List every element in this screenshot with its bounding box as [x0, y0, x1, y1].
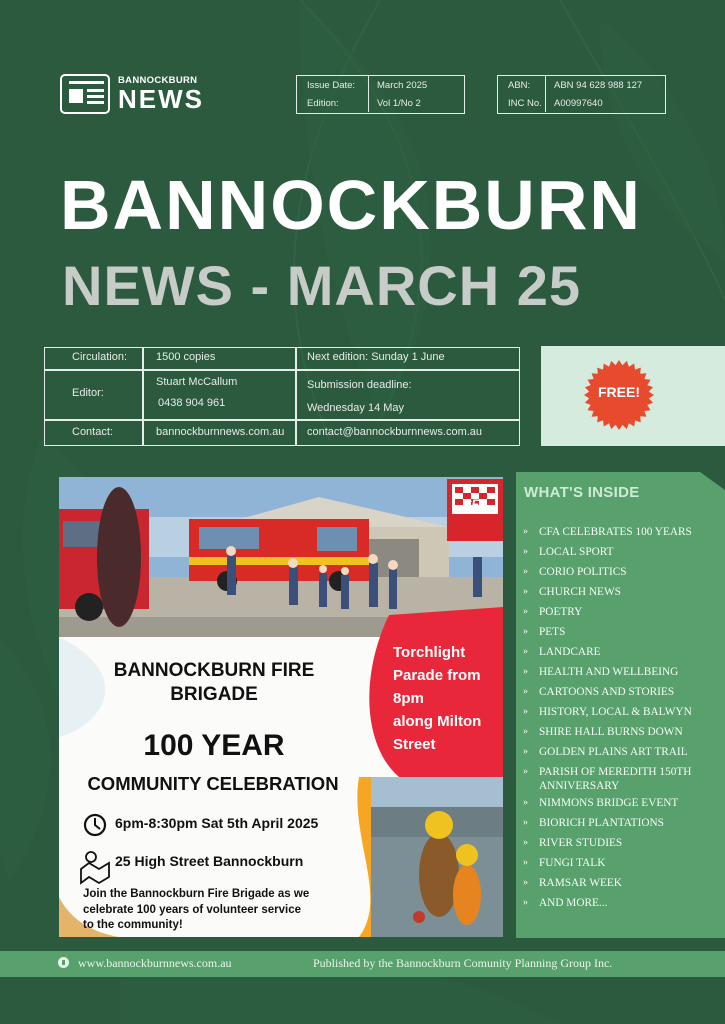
bullet-icon: »: [523, 857, 528, 868]
editor-name: Stuart McCallum: [156, 376, 238, 388]
bullet-icon: »: [523, 897, 528, 908]
free-badge-text: FREE!: [598, 384, 640, 400]
poster-heading: [59, 659, 369, 707]
contact-email[interactable]: contact@bannockburnnews.com.au: [307, 426, 483, 438]
whats-inside-item-label: SHIRE HALL BURNS DOWN: [539, 726, 683, 738]
abn-box: [497, 75, 666, 114]
poster-parade-line4: along Milton: [393, 713, 482, 730]
poster-time: 6pm-8:30pm Sat 5th April 2025: [115, 815, 319, 831]
footer-publisher: Published by the Bannockburn Comunity Planning Group Inc.: [313, 956, 613, 970]
whats-inside-item-label: BIORICH PLANTATIONS: [539, 817, 664, 829]
bullet-icon: »: [523, 626, 528, 637]
whats-inside-item-label: POETRY: [539, 606, 583, 618]
whats-inside-item-label: NIMMONS BRIDGE EVENT: [539, 797, 679, 809]
whats-inside-list: [523, 522, 721, 913]
bullet-icon: »: [523, 646, 528, 657]
whats-inside-item: [523, 622, 721, 642]
whats-inside-item-label: CHURCH NEWS: [539, 586, 621, 598]
whats-inside-item: [523, 542, 721, 562]
footer-website[interactable]: www.bannockburnnews.com.au: [78, 956, 232, 970]
abn-value: ABN 94 628 988 127: [554, 79, 643, 91]
bullet-icon: »: [523, 726, 528, 737]
whats-inside-item-label: PETS: [539, 626, 566, 638]
poster-parade-line2: Parade from: [393, 667, 481, 684]
circulation-value: 1500 copies: [156, 351, 216, 363]
whats-inside-item: [523, 893, 721, 913]
whats-inside-item: [523, 642, 721, 662]
poster-parade-line1: Torchlight: [393, 644, 466, 661]
bullet-icon: »: [523, 766, 528, 777]
poster-big-line: 100 YEAR: [143, 729, 285, 762]
whats-inside-item: [523, 702, 721, 722]
whats-inside-item-label: HISTORY, LOCAL & BALWYN: [539, 706, 692, 718]
poster-blurb-line2: celebrate 100 years of volunteer service: [83, 903, 301, 916]
info-table: [44, 347, 520, 446]
whats-inside-item-label: LOCAL SPORT: [539, 546, 614, 558]
whats-inside-item: [523, 522, 721, 542]
logo-small-text: BANNOCKBURN: [118, 75, 198, 87]
whats-inside-item-label: AND MORE...: [539, 897, 608, 909]
newspaper-icon: [60, 74, 110, 114]
news-logo: [60, 72, 210, 116]
next-edition: Next edition: Sunday 1 June: [307, 351, 445, 363]
issue-date-label: Issue Date:: [297, 76, 369, 94]
whats-inside-item: [523, 833, 721, 853]
deadline-value: Wednesday 14 May: [307, 402, 405, 414]
bullet-icon: »: [523, 526, 528, 537]
panel-corner: [700, 472, 725, 490]
bullet-icon: »: [523, 586, 528, 597]
bullet-icon: »: [523, 797, 528, 808]
abn-label: ABN:: [498, 76, 546, 94]
page-title: BANNOCKBURN: [60, 166, 642, 244]
edition-label: Edition:: [297, 94, 369, 112]
whats-inside-item-label: RAMSAR WEEK: [539, 877, 622, 889]
whats-inside-item-label: RIVER STUDIES: [539, 837, 623, 849]
bullet-icon: »: [523, 546, 528, 557]
circulation-label: Circulation:: [72, 351, 128, 363]
bullet-icon: »: [523, 837, 528, 848]
whats-inside-item-label: LANDCARE: [539, 646, 601, 658]
whats-inside-item-label: PARISH OF MEREDITH 150TH ANNIVERSARY: [539, 766, 692, 792]
whats-inside-item-label: CARTOONS AND STORIES: [539, 686, 675, 698]
poster-parade-line5: Street: [393, 736, 436, 753]
poster-parade: [393, 641, 503, 756]
whats-inside-item: [523, 853, 721, 873]
editor-phone: 0438 904 961: [158, 397, 226, 409]
inc-label: INC No.: [498, 94, 546, 112]
event-poster: [59, 477, 503, 937]
whats-inside-item: [523, 813, 721, 833]
editor-label: Editor:: [72, 387, 104, 399]
whats-inside-item: [523, 602, 721, 622]
poster-blurb: [83, 887, 373, 934]
bullet-icon: »: [523, 606, 528, 617]
logo-big-text: NEWS: [118, 83, 204, 114]
whats-inside-item-label: HEALTH AND WELLBEING: [539, 666, 679, 678]
poster-heading-line1: BANNOCKBURN FIRE: [113, 660, 315, 681]
bullet-icon: »: [523, 877, 528, 888]
whats-inside-item: [523, 873, 721, 893]
page-subtitle: NEWS - MARCH 25: [62, 254, 582, 317]
issue-box: [296, 75, 465, 114]
edition-value: Vol 1/No 2: [377, 97, 421, 109]
footer-bar: [0, 951, 725, 977]
bullet-icon: »: [523, 817, 528, 828]
whats-inside-item: [523, 762, 721, 793]
cfa-logo-text: CFA: [463, 497, 487, 511]
contact-website[interactable]: bannockburnnews.com.au: [156, 426, 285, 438]
whats-inside-item: [523, 793, 721, 813]
bullet-icon: »: [523, 746, 528, 757]
whats-inside-item: [523, 682, 721, 702]
deadline-label: Submission deadline:: [307, 379, 412, 391]
poster-blurb-line3: to the community!: [83, 919, 183, 931]
inc-value: A00997640: [554, 97, 603, 109]
poster-blurb-line1: Join the Bannockburn Fire Brigade as we: [83, 888, 310, 900]
bullet-icon: »: [523, 706, 528, 717]
poster-heading-line2: BRIGADE: [170, 684, 258, 705]
whats-inside-item: [523, 722, 721, 742]
bullet-icon: »: [523, 686, 528, 697]
poster-sub-line: COMMUNITY CELEBRATION: [87, 773, 339, 794]
whats-inside-item: [523, 742, 721, 762]
issue-date-value: March 2025: [377, 79, 428, 91]
whats-inside-item-label: CFA CELEBRATES 100 YEARS: [539, 526, 692, 538]
whats-inside-item: [523, 662, 721, 682]
whats-inside-item-label: GOLDEN PLAINS ART TRAIL: [539, 746, 688, 758]
bullet-icon: »: [523, 566, 528, 577]
whats-inside-item-label: FUNGI TALK: [539, 857, 606, 869]
poster-parade-line3: 8pm: [393, 690, 424, 707]
whats-inside-title: WHAT'S INSIDE: [524, 484, 640, 501]
poster-address: 25 High Street Bannockburn: [115, 853, 304, 869]
bullet-icon: »: [523, 666, 528, 677]
whats-inside-item: [523, 562, 721, 582]
contact-label: Contact:: [72, 426, 113, 438]
whats-inside-item-label: CORIO POLITICS: [539, 566, 627, 578]
whats-inside-item: [523, 582, 721, 602]
